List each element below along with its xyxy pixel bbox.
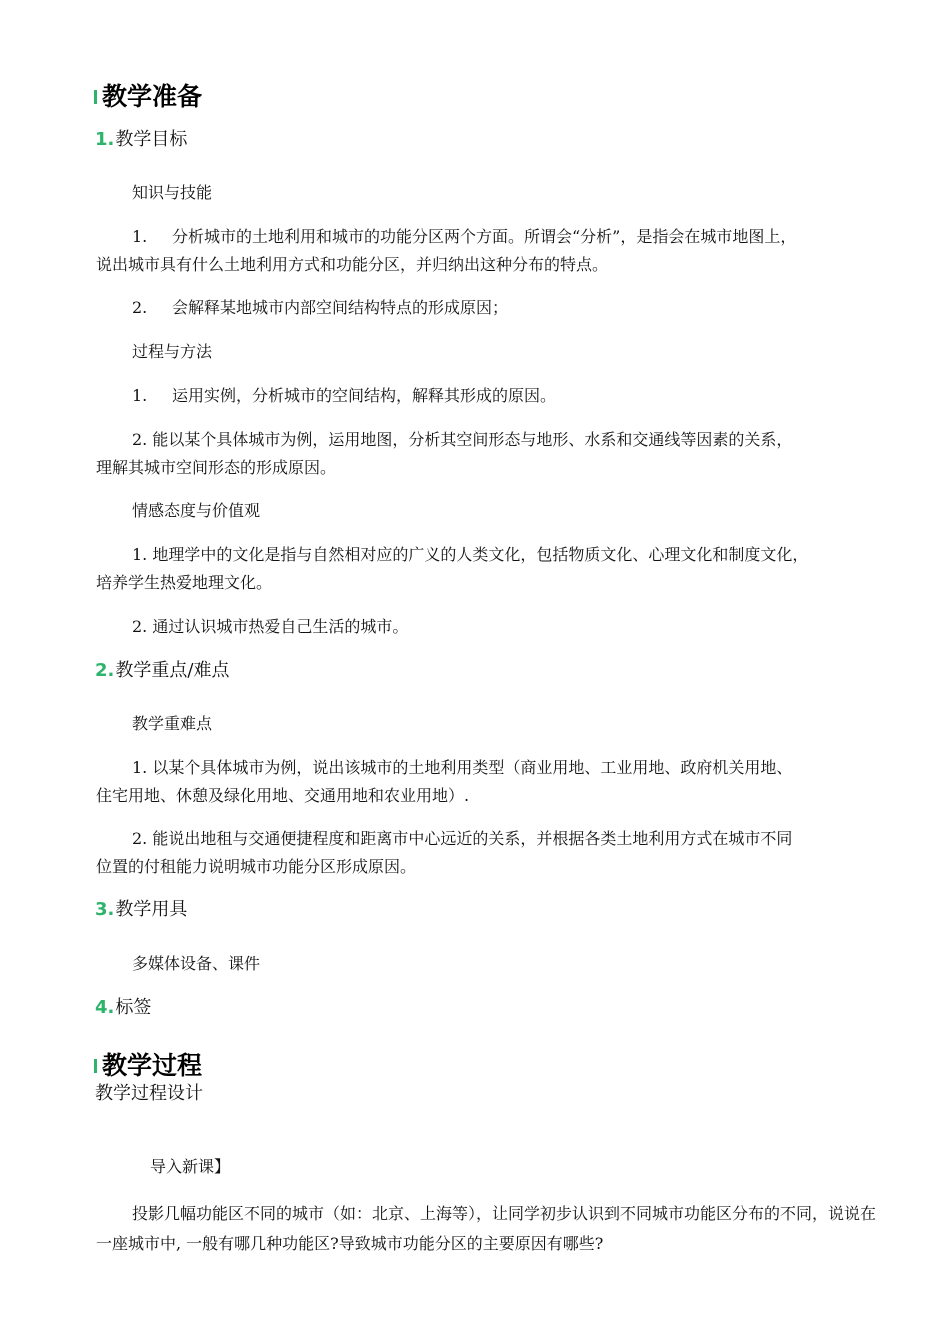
emotion-title: 情感态度与价值观: [132, 501, 261, 520]
process-item-2-line2: 理解其城市空间形态的形成原因。: [96, 458, 337, 477]
key-point-2-line1: 2. 能说出地租与交通便捷程度和距离市中心远近的关系，并根据各类土地利用方式在城市不同: [132, 829, 793, 848]
process-item-2-line1: 2. 能以某个具体城市为例，运用地图，分析其空间形态与地形、水系和交通线等因素的关系，: [132, 430, 793, 449]
section-marker: [94, 90, 97, 104]
knowledge-item-2: 2. 会解释某地城市内部空间结构特点的形成原因；: [132, 298, 509, 317]
knowledge-item-1-line1: 1. 分析城市的土地利用和城市的功能分区两个方面。所谓会“分析”，是指会在城市地图上，: [132, 227, 797, 246]
emotion-item-1-line2: 培养学生热爱地理文化。: [96, 573, 273, 592]
section-title-process: 教学过程: [94, 1051, 202, 1081]
key-point-2-line2: 位置的付租能力说明城市功能分区形成原因。: [96, 857, 417, 876]
heading-tools: 3.教学用具: [95, 899, 188, 920]
process-subtitle: 教学过程设计: [95, 1083, 203, 1104]
tools-text: 多媒体设备、课件: [132, 954, 261, 973]
key-point-1-line2: 住宅用地、休憩及绿化用地、交通用地和农业用地）.: [96, 786, 470, 805]
emotion-item-2: 2. 通过认识城市热爱自己生活的城市。: [132, 617, 409, 636]
intro-paragraph: 投影几幅功能区不同的城市（如：北京、上海等），让同学初步认识到不同城市功能区分布的不同，说说在一座城市中, 一般有哪几种功能区?导致城市功能分区的主要原因有哪些?: [96, 1204, 877, 1253]
knowledge-title: 知识与技能: [132, 183, 213, 202]
section-marker: [94, 1059, 97, 1073]
key-points-subtitle: 教学重难点: [132, 714, 213, 733]
heading-objectives: 1.教学目标: [95, 129, 188, 150]
process-item-1: 1. 运用实例，分析城市的空间结构，解释其形成的原因。: [132, 386, 557, 405]
heading-key-points: 2.教学重点/难点: [95, 660, 230, 681]
heading-tags: 4.标签: [95, 997, 152, 1018]
emotion-item-1-line1: 1. 地理学中的文化是指与自然相对应的广义的人类文化，包括物质文化、心理文化和制度文化，: [132, 545, 809, 564]
key-point-1-line1: 1. 以某个具体城市为例，说出该城市的土地利用类型（商业用地、工业用地、政府机关用地、: [132, 758, 793, 777]
knowledge-item-1-line2: 说出城市具有什么土地利用方式和功能分区，并归纳出这种分布的特点。: [96, 255, 609, 274]
section-title-prep: 教学准备: [94, 82, 202, 112]
intro-label: 导入新课】: [150, 1157, 231, 1176]
process-title: 过程与方法: [132, 342, 213, 361]
